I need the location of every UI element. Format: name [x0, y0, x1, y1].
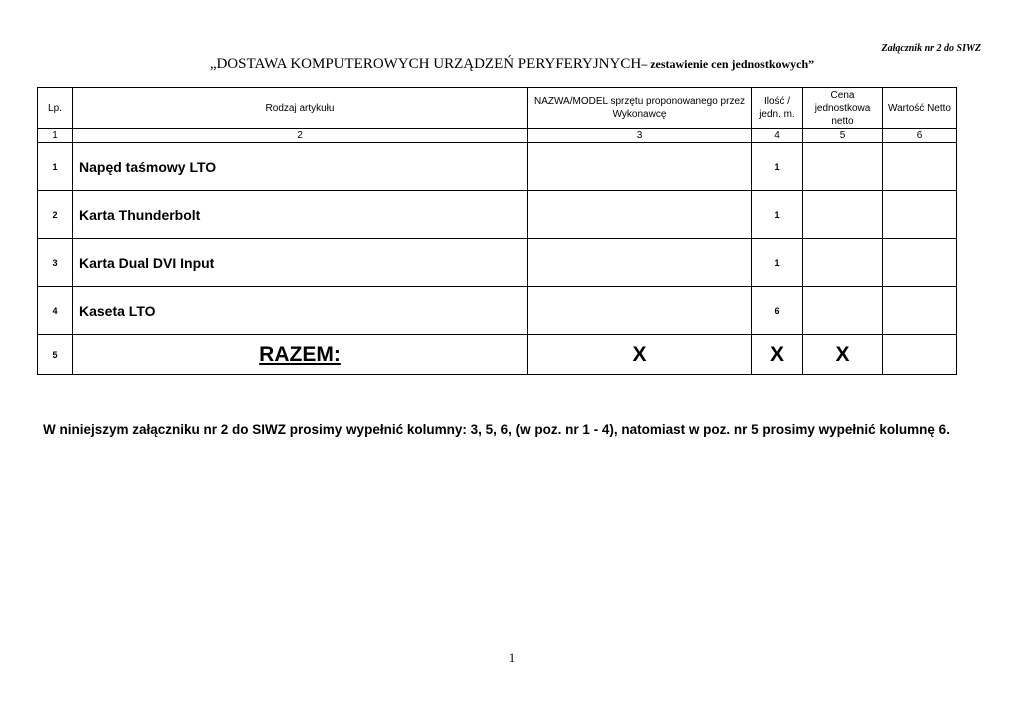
- total-x-price: X: [803, 335, 883, 375]
- col-number: 1: [38, 129, 73, 143]
- title-main: „DOSTAWA KOMPUTEROWYCH URZĄDZEŃ PERYFERYJNYCH: [209, 56, 642, 72]
- col-number: 3: [528, 129, 752, 143]
- total-x-model: X: [528, 335, 752, 375]
- row-value-cell[interactable]: [883, 239, 957, 287]
- row-qty: 6: [752, 287, 803, 335]
- row-item: Karta Thunderbolt: [73, 191, 528, 239]
- row-model-cell[interactable]: [528, 143, 752, 191]
- col-number: 4: [752, 129, 803, 143]
- row-lp: 1: [38, 143, 73, 191]
- title-subtitle: – zestawienie cen jednostkowych”: [641, 57, 815, 71]
- row-model-cell[interactable]: [528, 287, 752, 335]
- row-value-cell[interactable]: [883, 143, 957, 191]
- row-value-cell[interactable]: [883, 191, 957, 239]
- annex-label: Załącznik nr 2 do SIWZ: [881, 43, 981, 54]
- row-value-cell[interactable]: [883, 287, 957, 335]
- header-price: Cena jednostkowa netto: [803, 88, 883, 129]
- row-model-cell[interactable]: [528, 191, 752, 239]
- header-value: Wartość Netto: [883, 88, 957, 129]
- header-lp: Lp.: [38, 88, 73, 129]
- row-price-cell[interactable]: [803, 143, 883, 191]
- col-number: 2: [73, 129, 528, 143]
- total-row: [38, 335, 957, 375]
- row-price-cell[interactable]: [803, 239, 883, 287]
- row-item: Karta Dual DVI Input: [73, 239, 528, 287]
- row-lp: 3: [38, 239, 73, 287]
- header-qty: Ilość / jedn. m.: [752, 88, 803, 129]
- total-lp: 5: [38, 335, 73, 375]
- row-item: Kaseta LTO: [73, 287, 528, 335]
- header-row: [38, 88, 957, 129]
- table-row: [38, 191, 957, 239]
- row-qty: 1: [752, 239, 803, 287]
- col-number: 6: [883, 129, 957, 143]
- table-row: [38, 287, 957, 335]
- row-item: Napęd taśmowy LTO: [73, 143, 528, 191]
- instruction-note: W niniejszym załączniku nr 2 do SIWZ prosimy wypełnić kolumny: 3, 5, 6, (w poz. nr 1 - 4), natomiast w poz. nr 5 prosimy wypełnić kolumnę 6.: [43, 422, 950, 437]
- column-number-row: [38, 129, 957, 143]
- row-lp: 2: [38, 191, 73, 239]
- price-table: [37, 87, 957, 375]
- table-row: [38, 239, 957, 287]
- row-qty: 1: [752, 191, 803, 239]
- row-qty: 1: [752, 143, 803, 191]
- table-row: [38, 143, 957, 191]
- row-price-cell[interactable]: [803, 191, 883, 239]
- row-model-cell[interactable]: [528, 239, 752, 287]
- total-value-cell[interactable]: [883, 335, 957, 375]
- total-x-qty: X: [752, 335, 803, 375]
- row-lp: 4: [38, 287, 73, 335]
- header-item: Rodzaj artykułu: [73, 88, 528, 129]
- page-number: 1: [508, 650, 516, 665]
- col-number: 5: [803, 129, 883, 143]
- header-model: NAZWA/MODEL sprzętu proponowanego przez Wykonawcę: [528, 88, 752, 129]
- total-label: RAZEM:: [73, 335, 528, 375]
- document-title: [0, 56, 1024, 73]
- row-price-cell[interactable]: [803, 287, 883, 335]
